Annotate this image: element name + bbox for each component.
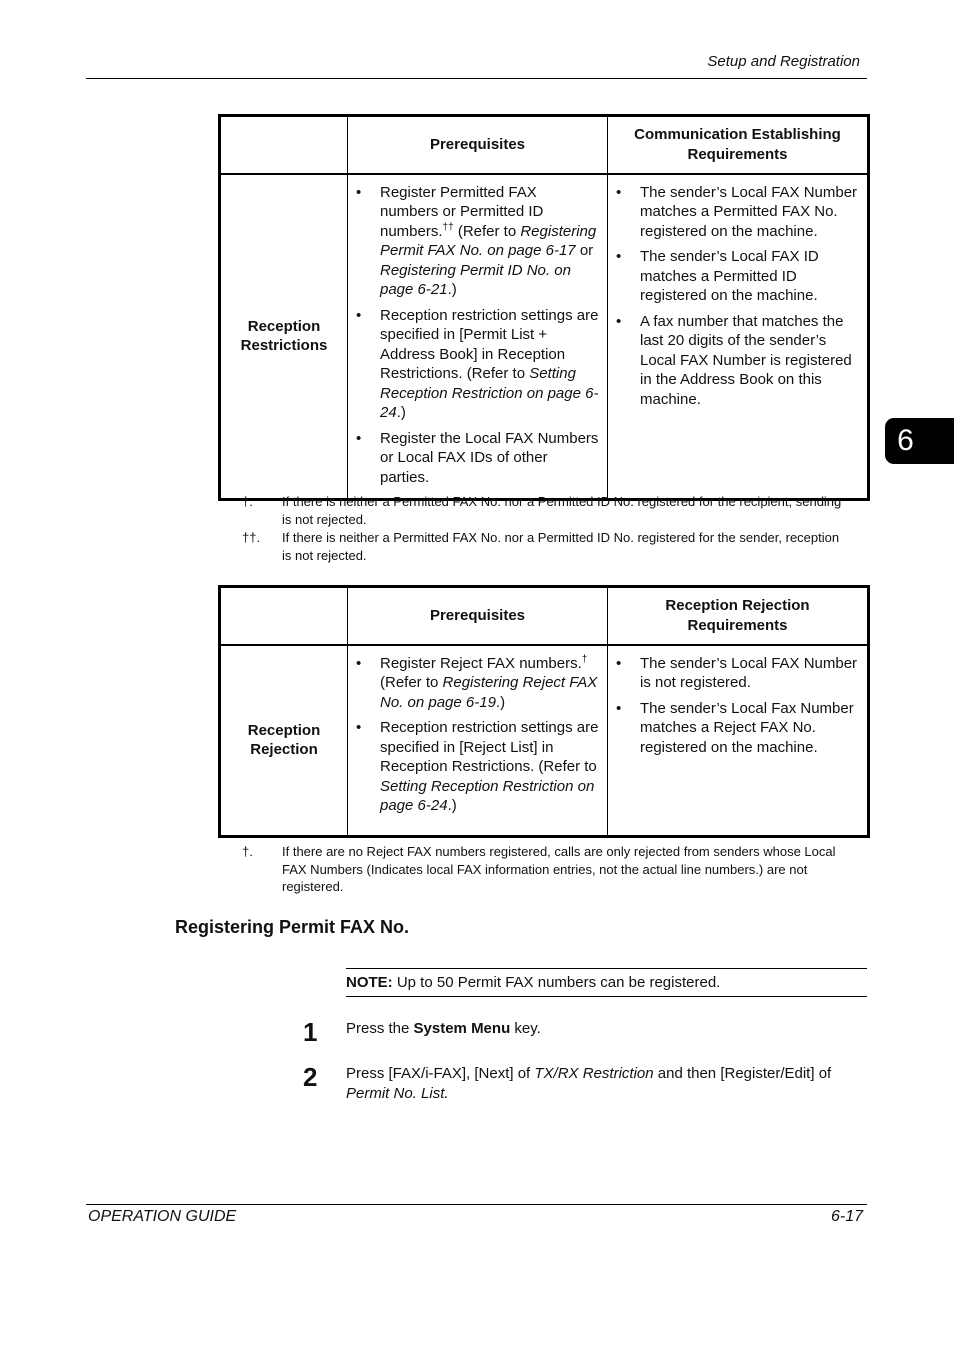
requirements-list (608, 646, 867, 769)
list-item: • The sender’s Local FAX Number matches a Permitted FAX No. registered on the machine. (608, 183, 859, 242)
list-item (348, 183, 599, 300)
step-text-part: Press [FAX/i-FAX], [Next] of (346, 1065, 535, 1082)
reception-restrictions-table (218, 114, 870, 501)
list-item: • The sender’s Local FAX Number is not registered. (608, 654, 859, 693)
column-header-prerequisites: Prerequisites (348, 587, 608, 645)
footnote-text: If there is neither a Permitted FAX No. nor a Permitted ID No. registered for the sender, reception is not rejected. (282, 530, 840, 563)
column-header-requirements-text: Communication Establishing Requirements (634, 126, 841, 163)
requirements-list (608, 175, 867, 421)
page-reference: Registering Permit ID No. on page 6-21 (380, 261, 571, 298)
requirements-cell (608, 174, 869, 500)
menu-name: TX/RX Restriction (534, 1065, 654, 1082)
menu-name: Permit No. List. (346, 1085, 449, 1102)
prerequisites-cell (348, 645, 608, 837)
list-item: • A fax number that matches the last 20 digits of the sender’s Local FAX Number is registered in the Address Book on this machine. (608, 312, 859, 410)
footer-guide-title: OPERATION GUIDE (88, 1208, 237, 1225)
row-label-reception-restrictions (220, 174, 348, 500)
step-text (346, 1019, 871, 1039)
prereq-text: .) (447, 281, 457, 298)
step-text-part: Press the (346, 1020, 414, 1037)
page-reference: Registering Permit FAX No. on page 6-17 (380, 222, 597, 259)
footnote-mark: † (581, 653, 588, 665)
step-text (346, 1064, 871, 1104)
note-label: NOTE: (346, 974, 393, 991)
row-label-reception-rejection (220, 645, 348, 837)
page-reference: Setting Reception Restriction on page 6-24 (380, 777, 595, 814)
prereq-text: (Refer to (380, 654, 596, 691)
list-item (348, 718, 599, 816)
note-box (346, 968, 867, 997)
list-item (348, 654, 599, 713)
footnote-mark: †. (242, 844, 253, 859)
row-label-text: Reception Rejection (247, 721, 321, 759)
footnote-text: If there are no Reject FAX numbers registered, calls are only rejected from senders whose Local FAX Numbers (Indicates local FAX information entries, not the actual line numbers.) are not registered. (282, 844, 836, 894)
column-header-requirements (608, 116, 869, 174)
column-header-requirements-text: Reception Rejection Requirements (665, 597, 810, 634)
prereq-text: .) (447, 797, 457, 814)
footnote-text: If there is neither a Permitted FAX No. nor a Permitted ID No. registered for the recipient, sending is not rejected. (282, 494, 842, 527)
prereq-text: or (575, 242, 594, 259)
table-corner-cell (220, 587, 348, 645)
prerequisites-list (348, 175, 607, 499)
footnote-mark: †. (242, 494, 253, 509)
prerequisites-list (348, 646, 607, 827)
step-text-part: key. (510, 1020, 541, 1037)
chapter-tab-number: 6 (897, 424, 914, 457)
requirements-cell (608, 645, 869, 837)
footnote-mark: ††. (242, 530, 261, 545)
page-reference: Registering Reject FAX No. on page 6-19 (380, 674, 598, 711)
footnote (242, 529, 848, 565)
section-title: Registering Permit FAX No. (175, 917, 410, 937)
footer-rule (86, 1204, 867, 1205)
step-number: 1 (303, 1017, 318, 1047)
prereq-text: Reception restriction settings are specified in [Permit List + Address Book] in Reception Restrictions. (Refer to (380, 306, 599, 382)
column-header-prerequisites: Prerequisites (348, 116, 608, 174)
footnote-mark: †† (442, 221, 454, 233)
prereq-text: (Refer to (453, 222, 521, 240)
prereq-text: .) (495, 693, 506, 711)
column-header-requirements (608, 587, 869, 645)
prereq-text: Register Permitted FAX numbers or Permitted ID numbers. (380, 183, 544, 240)
list-item: • The sender’s Local FAX ID matches a Permitted ID registered on the machine. (608, 247, 859, 306)
chapter-tab (885, 418, 954, 464)
step-number: 2 (303, 1062, 318, 1092)
footnote (242, 493, 848, 529)
footnote (242, 843, 848, 897)
header-rule (86, 78, 867, 79)
prereq-text: .) (396, 404, 406, 421)
table-corner-cell (220, 116, 348, 174)
running-header: Setup and Registration (707, 53, 860, 70)
prereq-text: Reception restriction settings are specified in [Reject List] in Reception Restrictions. (Refer to (380, 719, 599, 775)
reception-rejection-table (218, 585, 870, 838)
list-item (348, 306, 599, 423)
key-name: System Menu (413, 1020, 511, 1037)
prerequisites-cell (348, 174, 608, 500)
list-item: • Register the Local FAX Numbers or Local FAX IDs of other parties. (348, 429, 599, 488)
page-reference: Setting Reception Restriction on page 6-24 (380, 365, 599, 421)
note-text: Up to 50 Permit FAX numbers can be registered. (392, 974, 721, 991)
step-text-part: and then [Register/Edit] of (653, 1065, 832, 1082)
row-label-text: Reception Restrictions (240, 317, 328, 355)
page-number: 6-17 (830, 1208, 863, 1225)
prereq-text: Register Reject FAX numbers. (380, 654, 582, 672)
list-item: • The sender’s Local Fax Number matches a Reject FAX No. registered on the machine. (608, 699, 859, 758)
